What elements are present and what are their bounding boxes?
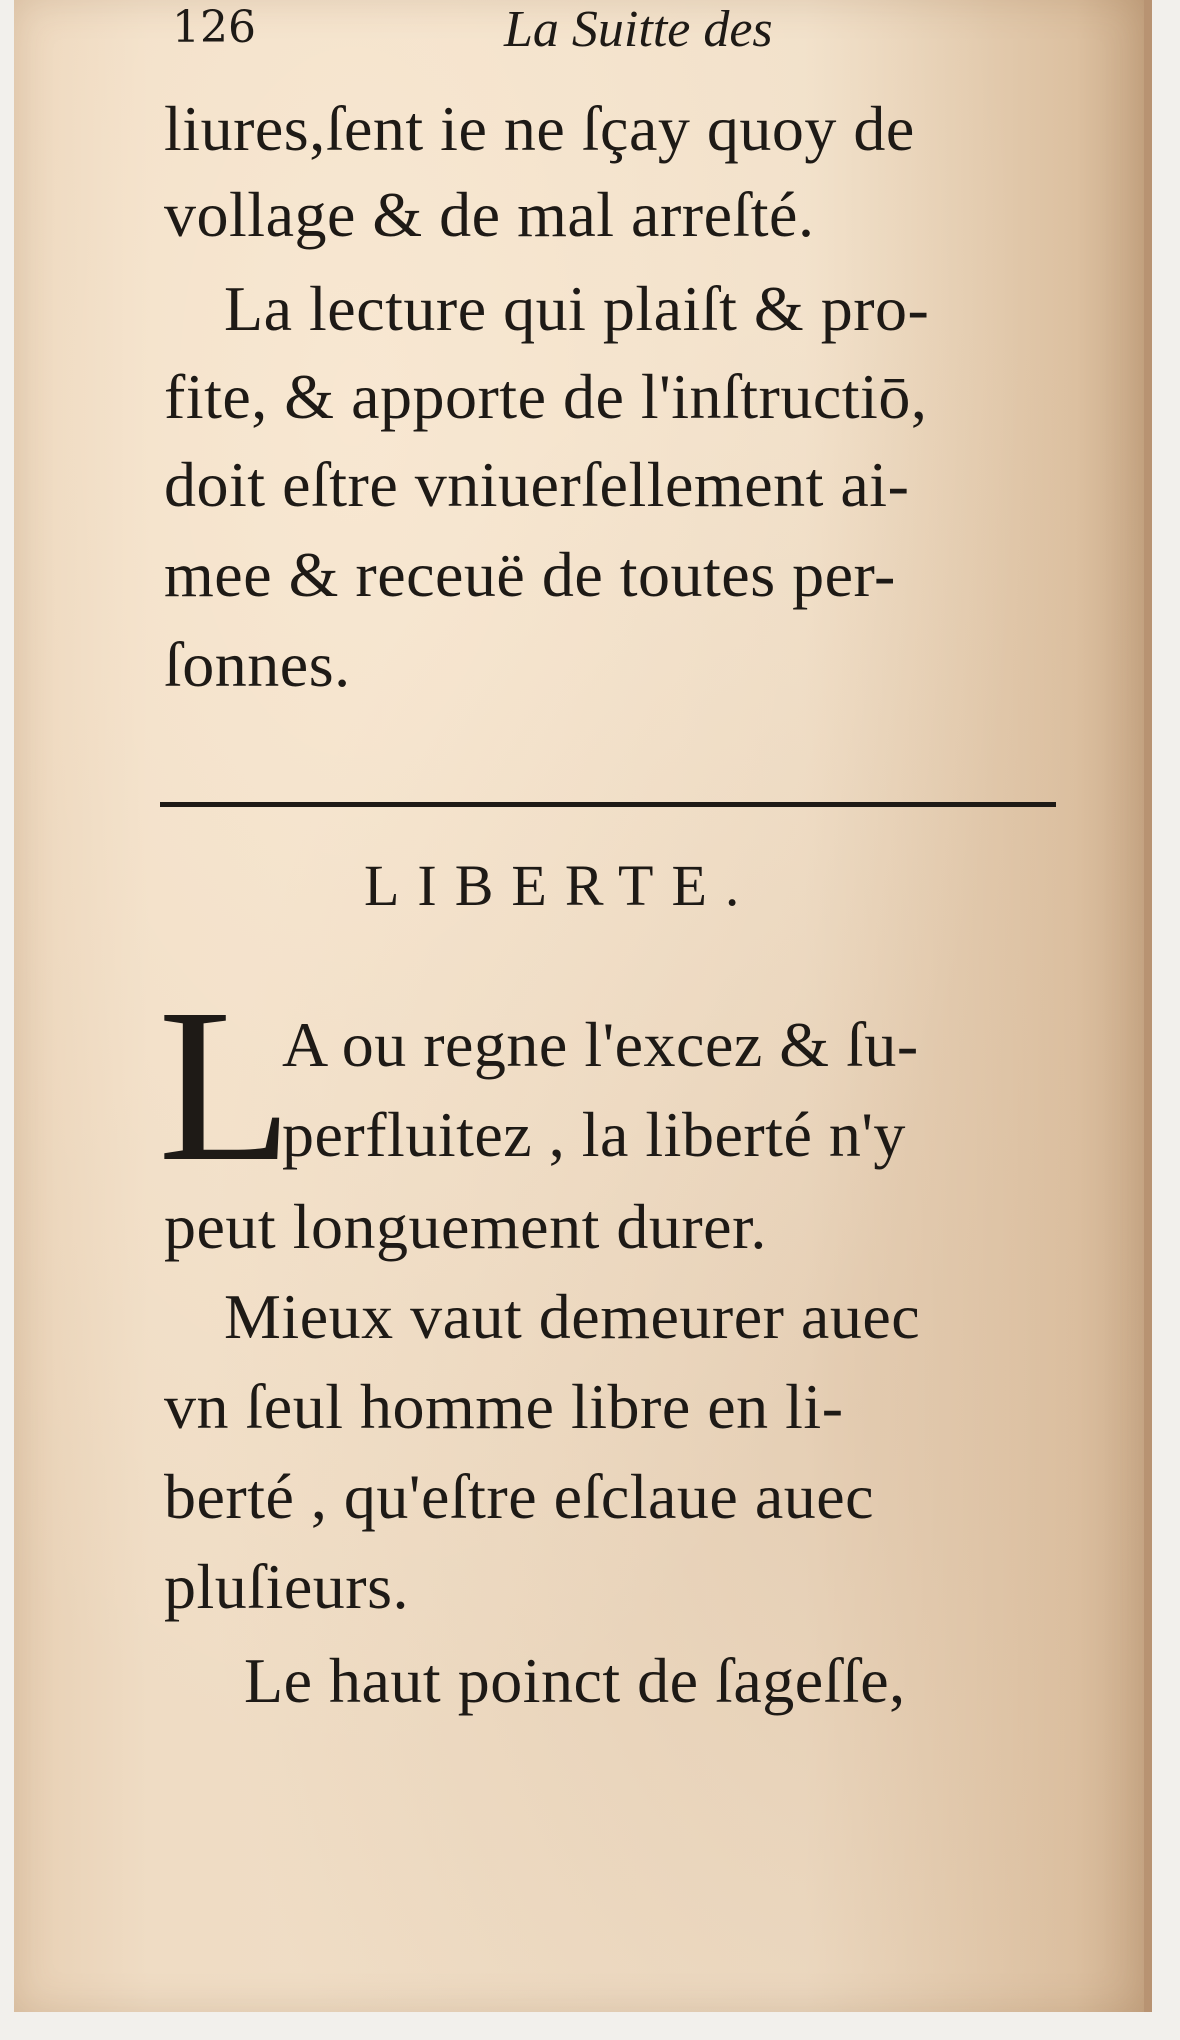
text-line: berté , qu'eſtre eſclaue auec [164, 1461, 875, 1532]
section-divider [160, 802, 1056, 807]
text-line: peut longuement durer. [164, 1191, 767, 1262]
text-line: vollage & de mal arreſté. [164, 179, 815, 250]
text-line: mee & receuë de toutes per- [164, 539, 896, 610]
text-line: fite, & apporte de l'inſtructiō, [164, 361, 928, 432]
text-line: Le haut poinct de ſageſſe, [244, 1645, 906, 1716]
text-line: La lecture qui plaiſt & pro- [224, 273, 930, 344]
text-line: vn ſeul homme libre en li- [164, 1371, 844, 1442]
text-line: liures,ſent ie ne ſçay quoy de [164, 93, 915, 164]
page-header [164, 2, 1064, 62]
book-page [14, 0, 1152, 2012]
text-line: pluſieurs. [164, 1551, 409, 1622]
text-line: A ou regne l'excez & ſu- [282, 1009, 919, 1080]
page-number: 126 [172, 2, 256, 53]
section-title: LIBERTE. [364, 853, 758, 918]
text-line: Mieux vaut demeurer auec [224, 1281, 921, 1352]
running-head: La Suitte des [504, 1, 773, 58]
text-line: doit eſtre vniuerſellement ai- [164, 449, 910, 520]
drop-cap: L [158, 963, 293, 1207]
text-line: ſonnes. [164, 629, 351, 700]
text-line: perfluitez , la liberté n'y [282, 1099, 906, 1170]
